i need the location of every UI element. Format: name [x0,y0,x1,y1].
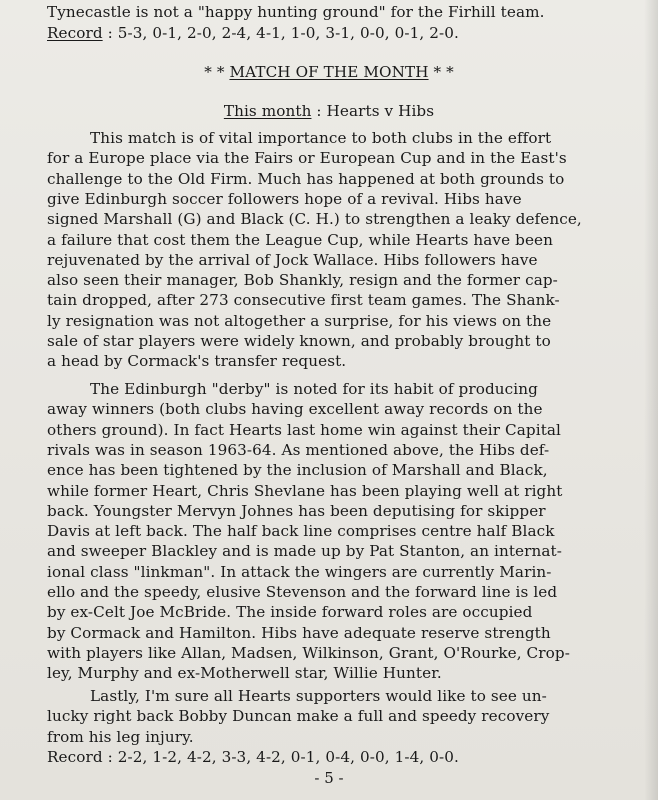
paragraph-line: Lastly, I'm sure all Hearts supporters would like to see un- [90,687,547,705]
paragraph-line: with players like Allan, Madsen, Wilkinson, Grant, O'Rourke, Crop- [47,643,570,662]
paragraph-line: tain dropped, after 273 consecutive first team games. The Shank- [47,291,560,310]
paragraph-line: from his leg injury. [47,727,194,746]
intro-record [47,23,459,43]
paragraph-line: a head by Cormack's transfer request. [47,352,347,371]
paragraph-line: ional class "linkman". In attack the wingers are currently Marin- [47,562,552,581]
paragraph-line: rivals was in season 1963-64. As mentioned above, the Hibs def- [47,440,550,459]
paragraph-line: others ground). In fact Hearts last home win against their Capital [47,420,562,439]
subheading-label: This month [223,102,312,120]
section-heading [0,62,658,82]
paragraph-line: This match is of vital importance to both clubs in the effort [90,129,552,147]
paragraph-line: ence has been tightened by the inclusion of Marshall and Black, [47,461,548,480]
paragraph-line: The Edinburgh "derby" is noted for its habit of producing [90,380,538,398]
subheading-value: : Hearts v Hibs [311,102,435,120]
paragraph-line: ley, Murphy and ex-Motherwell star, Willie Hunter. [47,664,442,683]
paragraph-line: for a Europe place via the Fairs or European Cup and in the East's [47,149,567,168]
paragraph-line: also seen their manager, Bob Shankly, resign and the former cap- [47,271,558,290]
page-number: - 5 - [314,769,344,787]
paragraph-line: give Edinburgh soccer followers hope of a revival. Hibs have [47,189,522,208]
paragraph-line: lucky right back Bobby Duncan make a full and speedy recovery [47,707,550,726]
paragraph-line: back. Youngster Mervyn Johnes has been deputising for skipper [47,501,546,520]
intro-line: Tynecastle is not a "happy hunting ground" for the Firhill team. [47,3,545,21]
paragraph-line: challenge to the Old Firm. Much has happened at both grounds to [47,169,565,188]
paragraph-line: rejuvenated by the arrival of Jock Wallace. Hibs followers have [47,250,538,269]
paragraph-line: and sweeper Blackley and is made up by Pat Stanton, an internat- [47,542,562,561]
heading-stars-right: * * [428,63,454,81]
record-label: Record [47,24,103,42]
paragraph-line: away winners (both clubs having excellent away records on the [47,400,543,419]
paragraph-line: a failure that cost them the League Cup, while Hearts have been [47,230,553,249]
heading-stars-left: * * [204,63,230,81]
paragraph-line: Davis at left back. The half back line comprises centre half Black [47,522,555,541]
closing-record: Record : 2-2, 1-2, 4-2, 3-3, 4-2, 0-1, 0-4, 0-0, 1-4, 0-0. [47,748,459,766]
record-values: : 5-3, 0-1, 2-0, 2-4, 4-1, 1-0, 3-1, 0-0, 0-1, 2-0. [102,24,459,42]
paragraph-line: while former Heart, Chris Shevlane has been playing well at right [47,481,563,500]
paragraph-line: ly resignation was not altogether a surprise, for his views on the [47,311,552,330]
heading-title: MATCH OF THE MONTH [229,63,429,81]
paragraph-line: ello and the speedy, elusive Stevenson and the forward line is led [47,583,558,601]
paragraph-line: signed Marshall (G) and Black (C. H.) to strengthen a leaky defence, [47,210,582,229]
paragraph-line: by ex-Celt Joe McBride. The inside forward roles are occupied [47,603,533,622]
subheading [0,101,658,121]
paragraph-line: by Cormack and Hamilton. Hibs have adequate reserve strength [47,623,551,642]
paragraph-line: sale of star players were widely known, and probably brought to [47,332,551,350]
